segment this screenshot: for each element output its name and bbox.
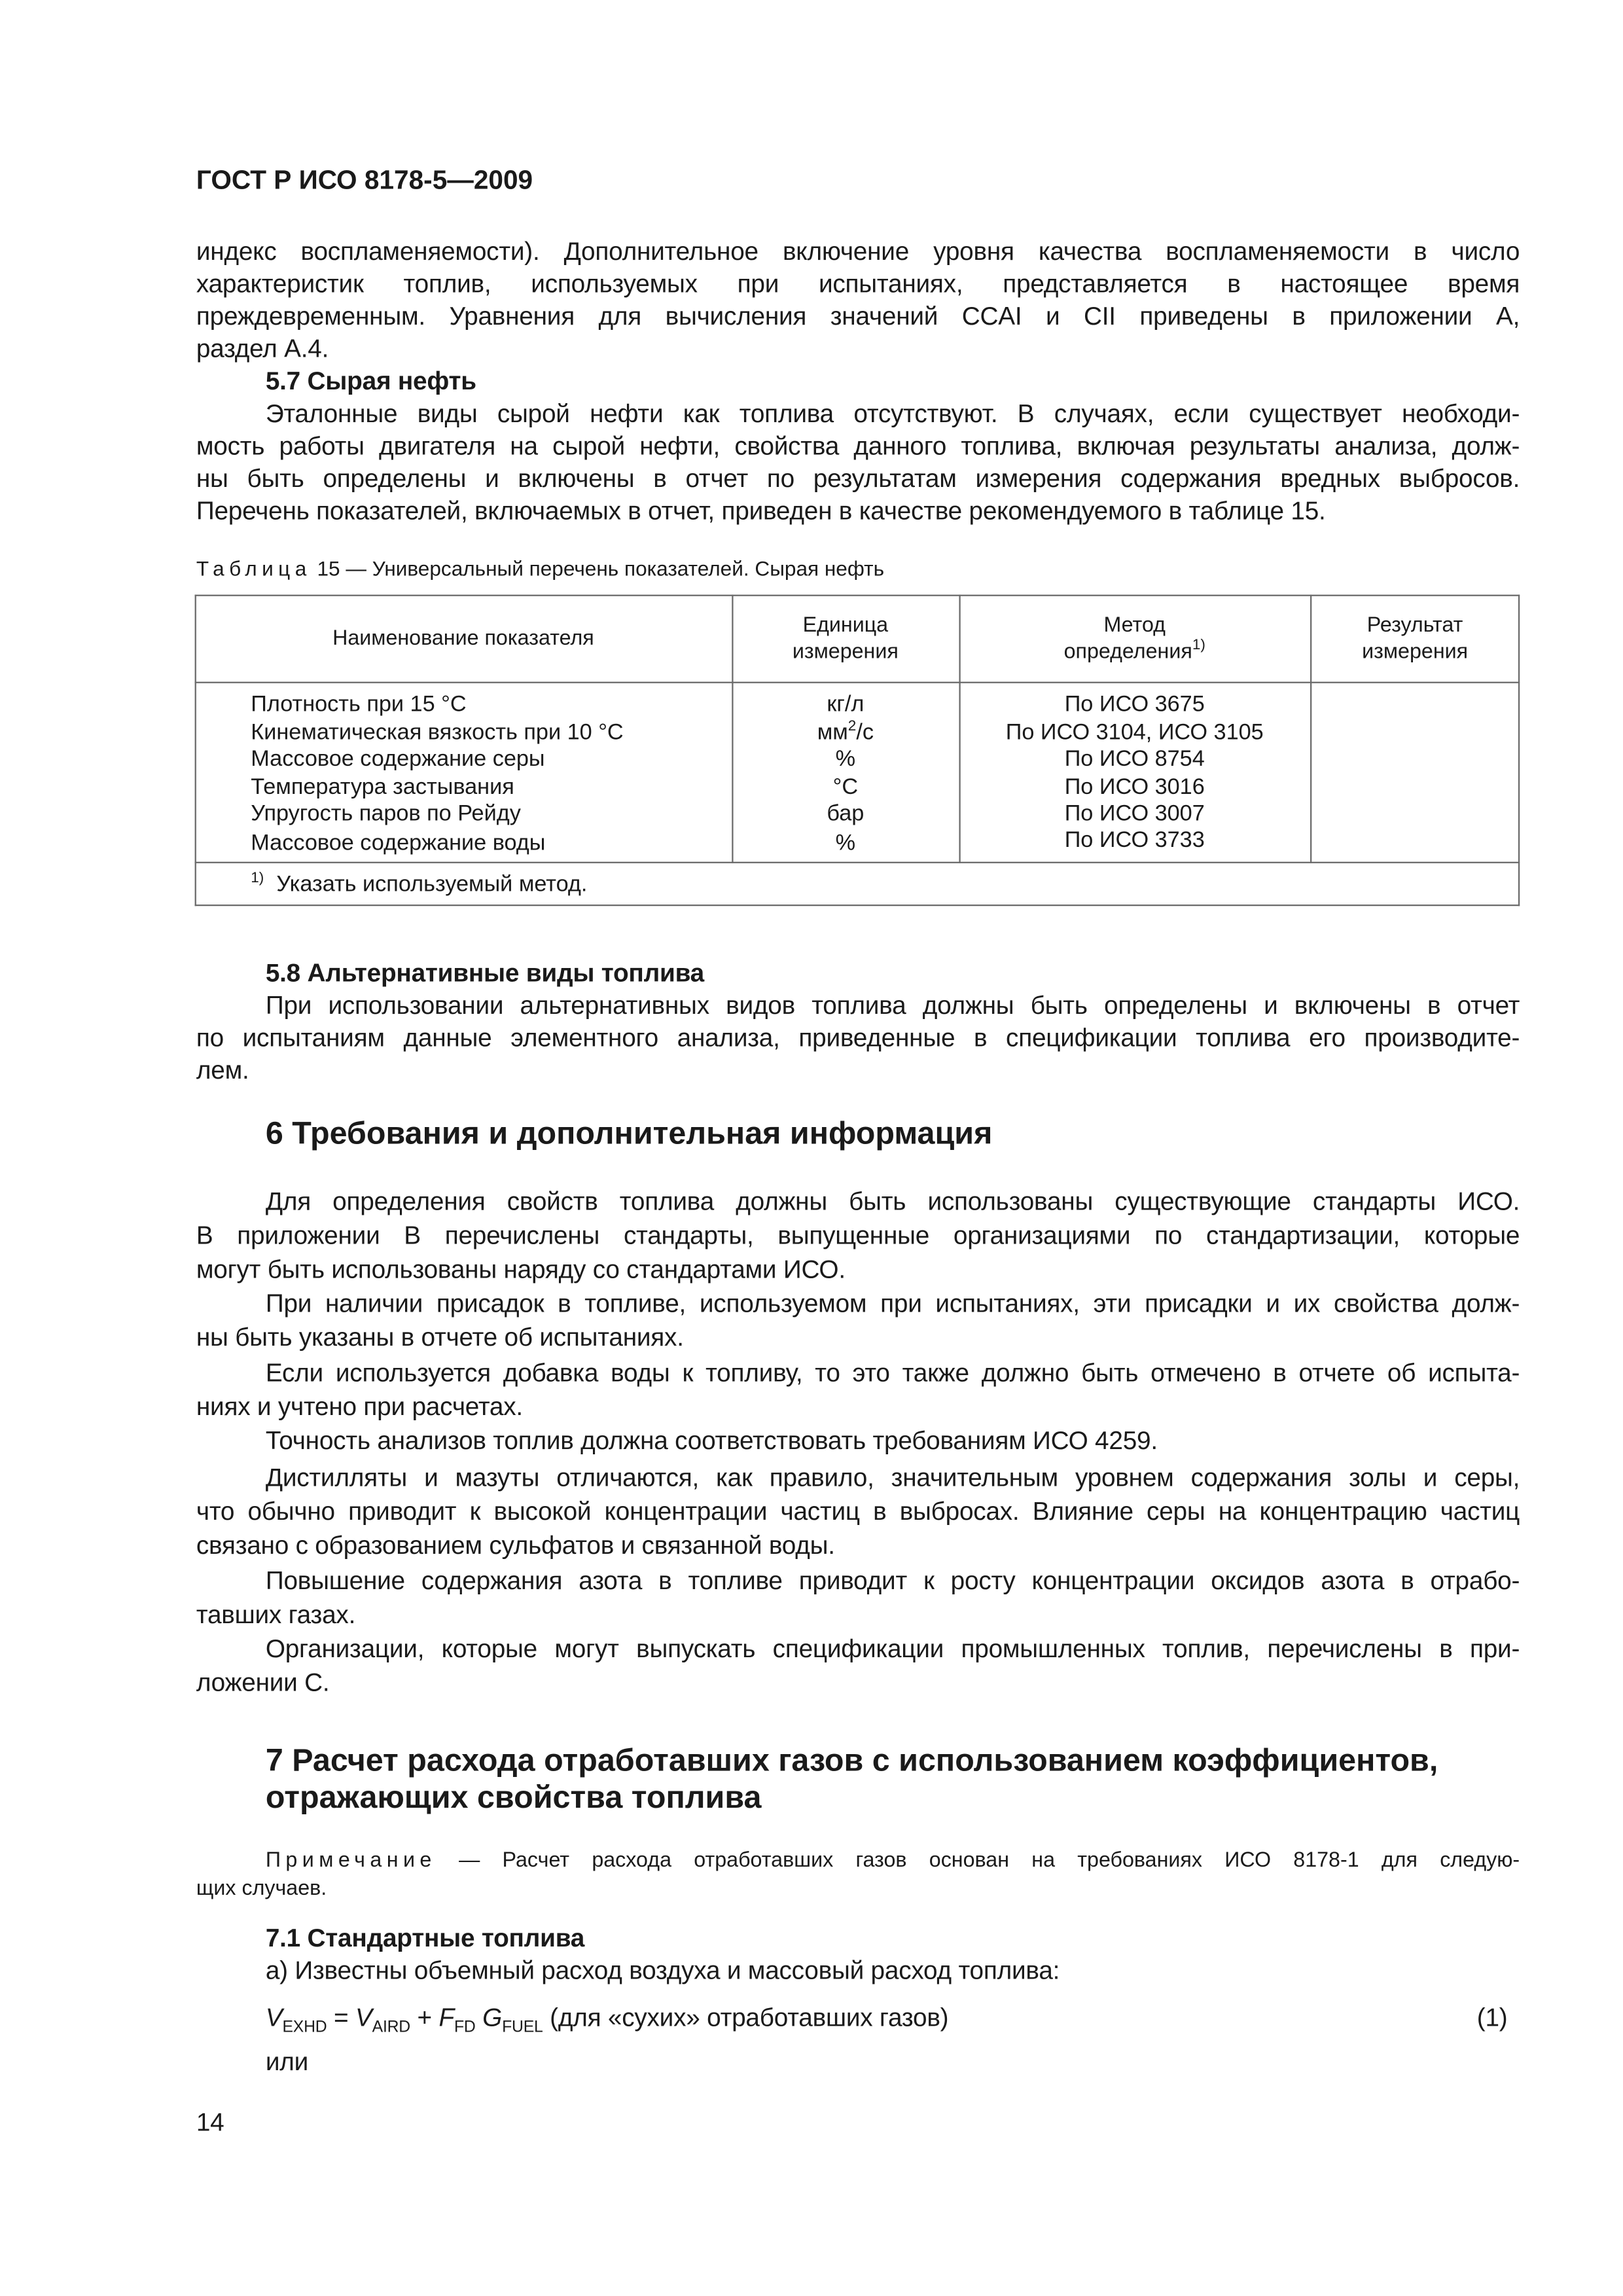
table-footnote	[251, 872, 587, 899]
row-name: Температура застывания	[251, 774, 514, 799]
s6-line-15: ложении С.	[196, 1667, 330, 1697]
section-7-1-title-text: 7.1 Стандартные топлива	[265, 1922, 585, 1952]
intro-line-3: преждевременным. Уравнения для вычисления значений CCAI и CII приведены в приложении А,	[196, 300, 1520, 331]
intro-line-4: раздел А.4.	[196, 333, 329, 363]
s57-line-2: мость работы двигателя на сырой нефти, свойства данного топлива, включая результаты анализа, долж-	[196, 431, 1520, 461]
or-word: или	[265, 2047, 309, 2077]
s6-line-4: При наличии присадок в топливе, используемом при испытаниях, эти присадки и их свойства долж-	[265, 1288, 1520, 1318]
row-unit: бар	[827, 801, 865, 827]
row-name: Массовое содержание воды	[251, 831, 546, 856]
note-text: — Расчет расхода отработавших газов основан на требованиях ИСО 8178-1 для следую-	[436, 1848, 1520, 1873]
intro-line-1: индекс воспламеняемости). Дополнительное включение уровня качества воспламеняемости в число	[196, 236, 1520, 266]
s6-line-2: В приложении В перечислены стандарты, выпущенные организациями по стандартизации, которые	[196, 1220, 1520, 1250]
table-header-method: Метод определения$^{1)}$	[1063, 613, 1205, 665]
document-code-header: ГОСТ Р ИСО 8178-5—2009	[196, 165, 533, 195]
s6-line-10: что обычно приводит к высокой концентрации частиц в выбросах. Влияние серы на концентрацию частиц	[196, 1496, 1520, 1526]
s6-line-12: Повышение содержания азота в топливе приводит к росту концентрации оксидов азота в отрабо-	[265, 1566, 1520, 1596]
table-15-caption	[196, 556, 884, 581]
row-method: По ИСО 3007	[1064, 801, 1205, 827]
row-name: Упругость паров по Рейду	[251, 801, 521, 827]
row-method: По ИСО 8754	[1064, 746, 1205, 772]
s57-line-1: Эталонные виды сырой нефти как топлива отсутствуют. В случаях, если существует необходи-	[265, 398, 1520, 428]
note-line-2: щих случаев.	[196, 1876, 327, 1901]
s6-line-3: могут быть использованы наряду со стандартами ИСО.	[196, 1254, 846, 1284]
s71-line-a: a) Известны объемный расход воздуха и массовый расход топлива:	[265, 1955, 1060, 1985]
s57-line-3: ны быть определены и включены в отчет по результатам измерения содержания вредных выбросов.	[196, 463, 1520, 493]
note-line-1	[266, 1849, 1520, 1874]
s6-line-7: ниях и учтено при расчетах.	[196, 1391, 523, 1422]
section-5-7-title: 5.7 Сырая нефть	[265, 366, 476, 396]
table-header-unit: Единица измерения	[792, 613, 899, 665]
row-method: По ИСО 3733	[1064, 827, 1205, 853]
note-prefix: Примечание	[265, 1848, 437, 1873]
row-unit: %	[835, 831, 856, 856]
s58-line-1: При использовании альтернативных видов топлива должны быть определены и включены в отчет	[265, 990, 1520, 1020]
s6-line-11: связано с образованием сульфатов и связанной воды.	[196, 1530, 835, 1560]
row-unit: °С	[832, 774, 859, 799]
footnote-text: Указать используемый метод.	[276, 872, 588, 897]
section-7-title-line-2: отражающих свойства топлива	[265, 1779, 762, 1816]
footnote-mark: 1)	[251, 870, 264, 887]
row-unit: кг/л	[827, 692, 865, 717]
s6-line-13: тавших газах.	[196, 1599, 356, 1630]
page-number: 14	[196, 2107, 224, 2137]
s6-line-5: ны быть указаны в отчете об испытаниях.	[196, 1322, 684, 1352]
row-method: По ИСО 3675	[1064, 692, 1205, 717]
table-header-result: Результат измерения	[1362, 613, 1469, 665]
formula-1: $V_{EXHD} = V_{AIRD} + F_{FD}$ $G_{FUEL}$ (для «сухих» отработавших газов)	[265, 2002, 949, 2037]
row-unit: %	[835, 746, 856, 772]
s6-line-1: Для определения свойств топлива должны быть использованы существующие стандарты ИСО.	[265, 1186, 1520, 1216]
section-6-title: 6 Требования и дополнительная информация	[265, 1115, 993, 1151]
row-name: Плотность при 15 °С	[251, 692, 467, 717]
s57-line-4: Перечень показателей, включаемых в отчет, приведен в качестве рекомендуемого в таблице 15.	[196, 495, 1326, 526]
s6-line-6: Если используется добавка воды к топливу, то это также должно быть отмечено в отчете об испыта-	[265, 1357, 1520, 1388]
row-method: По ИСО 3016	[1064, 774, 1205, 799]
s58-line-3: лем.	[196, 1055, 249, 1085]
s6-line-8: Точность анализов топлив должна соответствовать требованиям ИСО 4259.	[265, 1425, 1158, 1455]
table-caption-prefix: Таблица	[196, 556, 312, 581]
table-caption-text: 15 — Универсальный перечень показателей. Сырая нефть	[311, 556, 885, 581]
s6-line-14: Организации, которые могут выпускать спецификации промышленных топлив, перечислены в при-	[265, 1633, 1520, 1663]
table-15	[195, 595, 1520, 906]
row-name: Массовое содержание серы	[251, 746, 545, 772]
row-method: По ИСО 3104, ИСО 3105	[1005, 719, 1264, 745]
section-5-8-title: 5.8 Альтернативные виды топлива	[265, 958, 705, 988]
formula-number: (1)	[1476, 2002, 1508, 2032]
s58-line-2: по испытаниям данные элементного анализа, приведенные в спецификации топлива его производите-	[196, 1022, 1520, 1052]
section-7-title-line-1: 7 Расчет расхода отработавших газов с использованием коэффициентов,	[265, 1742, 1438, 1778]
row-name: Кинематическая вязкость при 10 °С	[251, 719, 624, 745]
row-unit: $мм^2/с$	[817, 717, 874, 745]
intro-line-2: характеристик топлив, используемых при испытаниях, представляется в настоящее время	[196, 268, 1520, 298]
s6-line-9: Дистилляты и мазуты отличаются, как правило, значительным уровнем содержания золы и серы,	[265, 1462, 1520, 1492]
table-header-name: Наименование показателя	[332, 627, 594, 651]
